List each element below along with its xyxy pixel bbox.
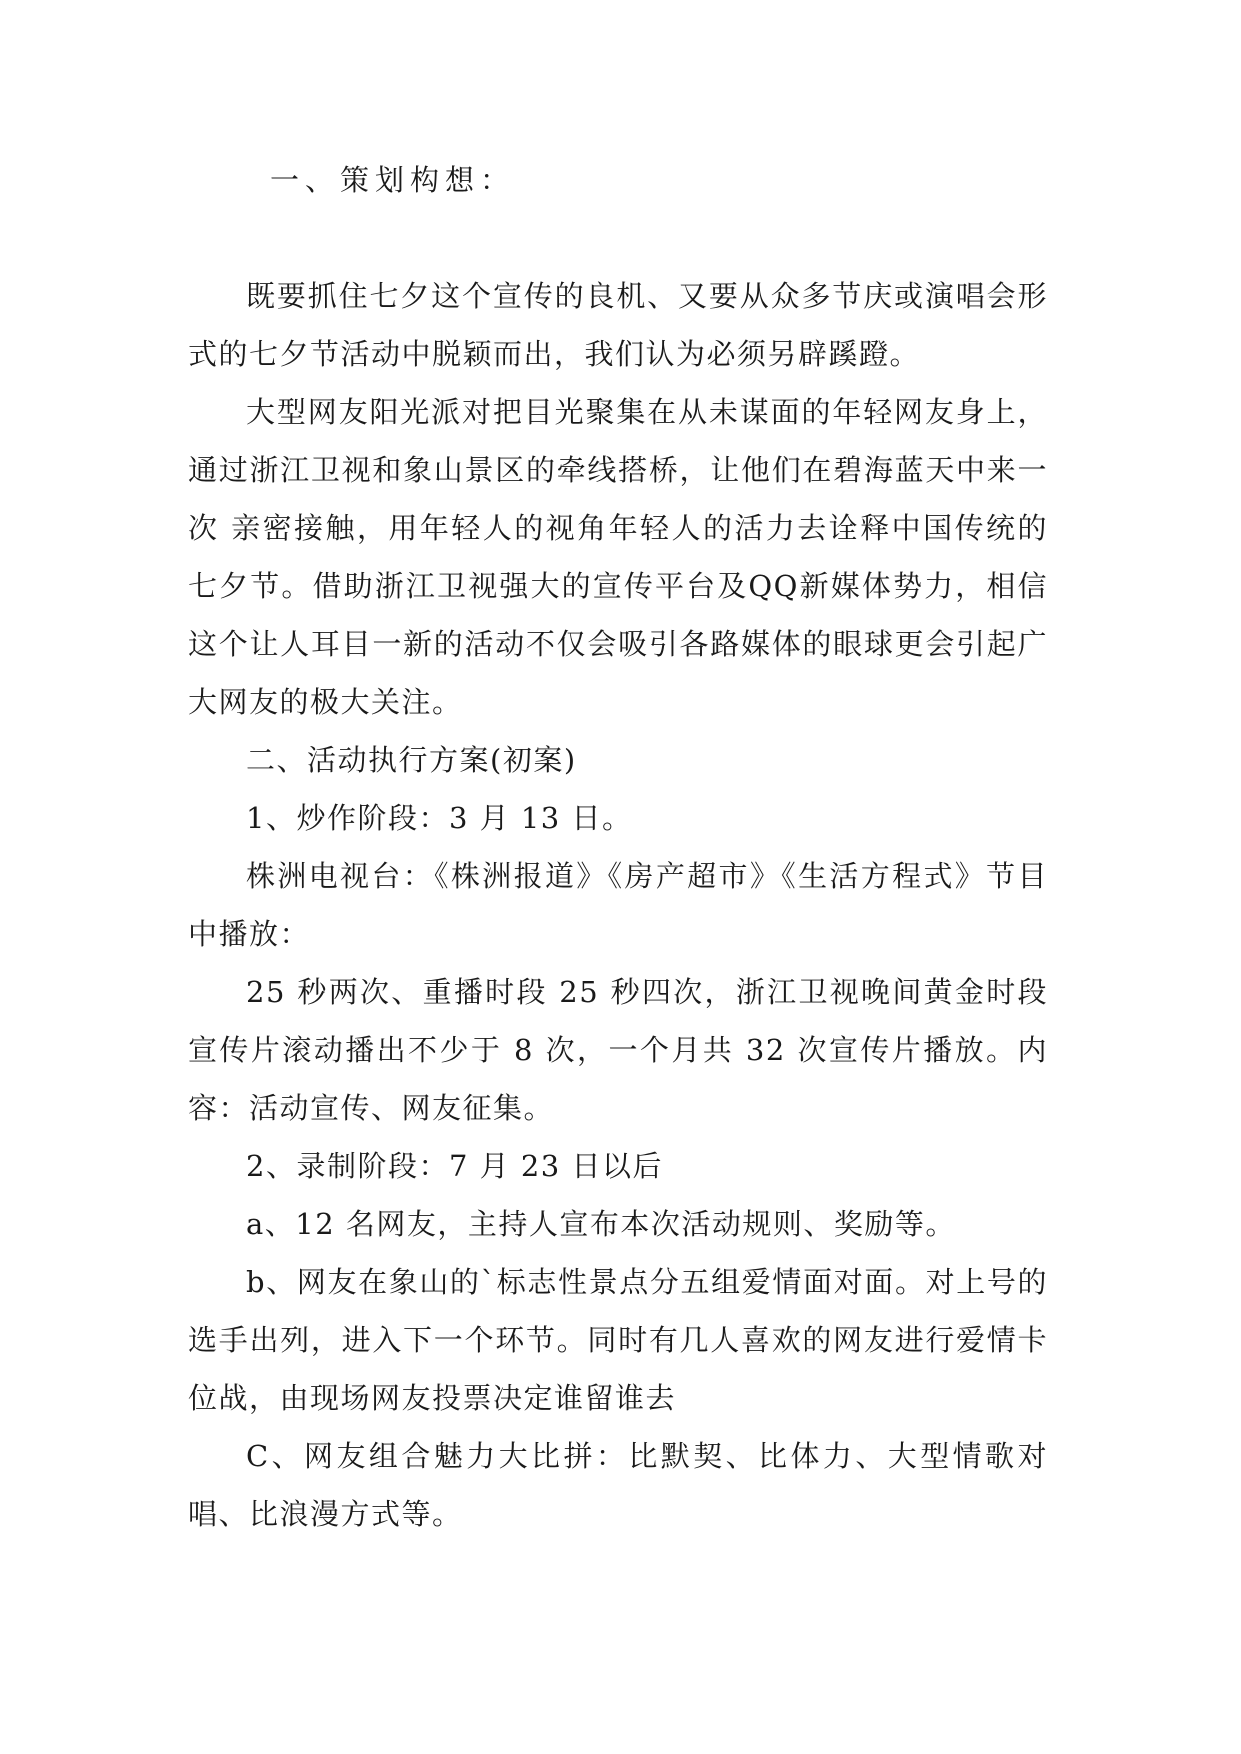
list-item-a: a、12 名网友，主持人宣布本次活动规则、奖励等。 <box>246 1207 956 1241</box>
document-body <box>188 158 1048 1543</box>
list-item-b: b、网友在象山的`标志性景点分五组爱情面对面。对上号的选手出列，进入下一个环节。同时有几人喜欢的网友进行爱情卡位战，由现场网友投票决定谁留谁去 <box>188 1265 1048 1415</box>
paragraph-tv-programs: 株洲电视台：《株洲报道》《房产超市》《生活方程式》节目中播放： <box>188 859 1048 951</box>
section-title: 一、策划构想： <box>270 163 516 197</box>
paragraph-party-description: 大型网友阳光派对把目光聚集在从未谋面的年轻网友身上，通过浙江卫视和象山景区的牵线搭桥，让他们在碧海蓝天中来一次 亲密接触，用年轻人的视角年轻人的活力去诠释中国传统的七夕节。借助浙江卫视强大的宣传平台及QQ新媒体势力，相信这个让人耳目一新的活动不仅会吸引各路媒体的眼球更会引起广大网友的极大关注。 <box>188 395 1048 719</box>
list-item-hype-stage: 1、炒作阶段：3 月 13 日。 <box>246 801 633 835</box>
list-item-recording-stage: 2、录制阶段：7 月 23 日以后 <box>246 1149 663 1183</box>
section-heading-execution-plan: 二、活动执行方案(初案) <box>246 743 577 777</box>
paragraph-intro: 既要抓住七夕这个宣传的良机、又要从众多节庆或演唱会形式的七夕节活动中脱颖而出，我们认为必须另辟蹊蹬。 <box>188 279 1048 371</box>
paragraph-broadcast-schedule: 25 秒两次、重播时段 25 秒四次，浙江卫视晚间黄金时段宣传片滚动播出不少于 8 次，一个月共 32 次宣传片播放。内容：活动宣传、网友征集。 <box>188 975 1048 1125</box>
list-item-c: C、网友组合魅力大比拼：比默契、比体力、大型情歌对唱、比浪漫方式等。 <box>188 1439 1048 1531</box>
